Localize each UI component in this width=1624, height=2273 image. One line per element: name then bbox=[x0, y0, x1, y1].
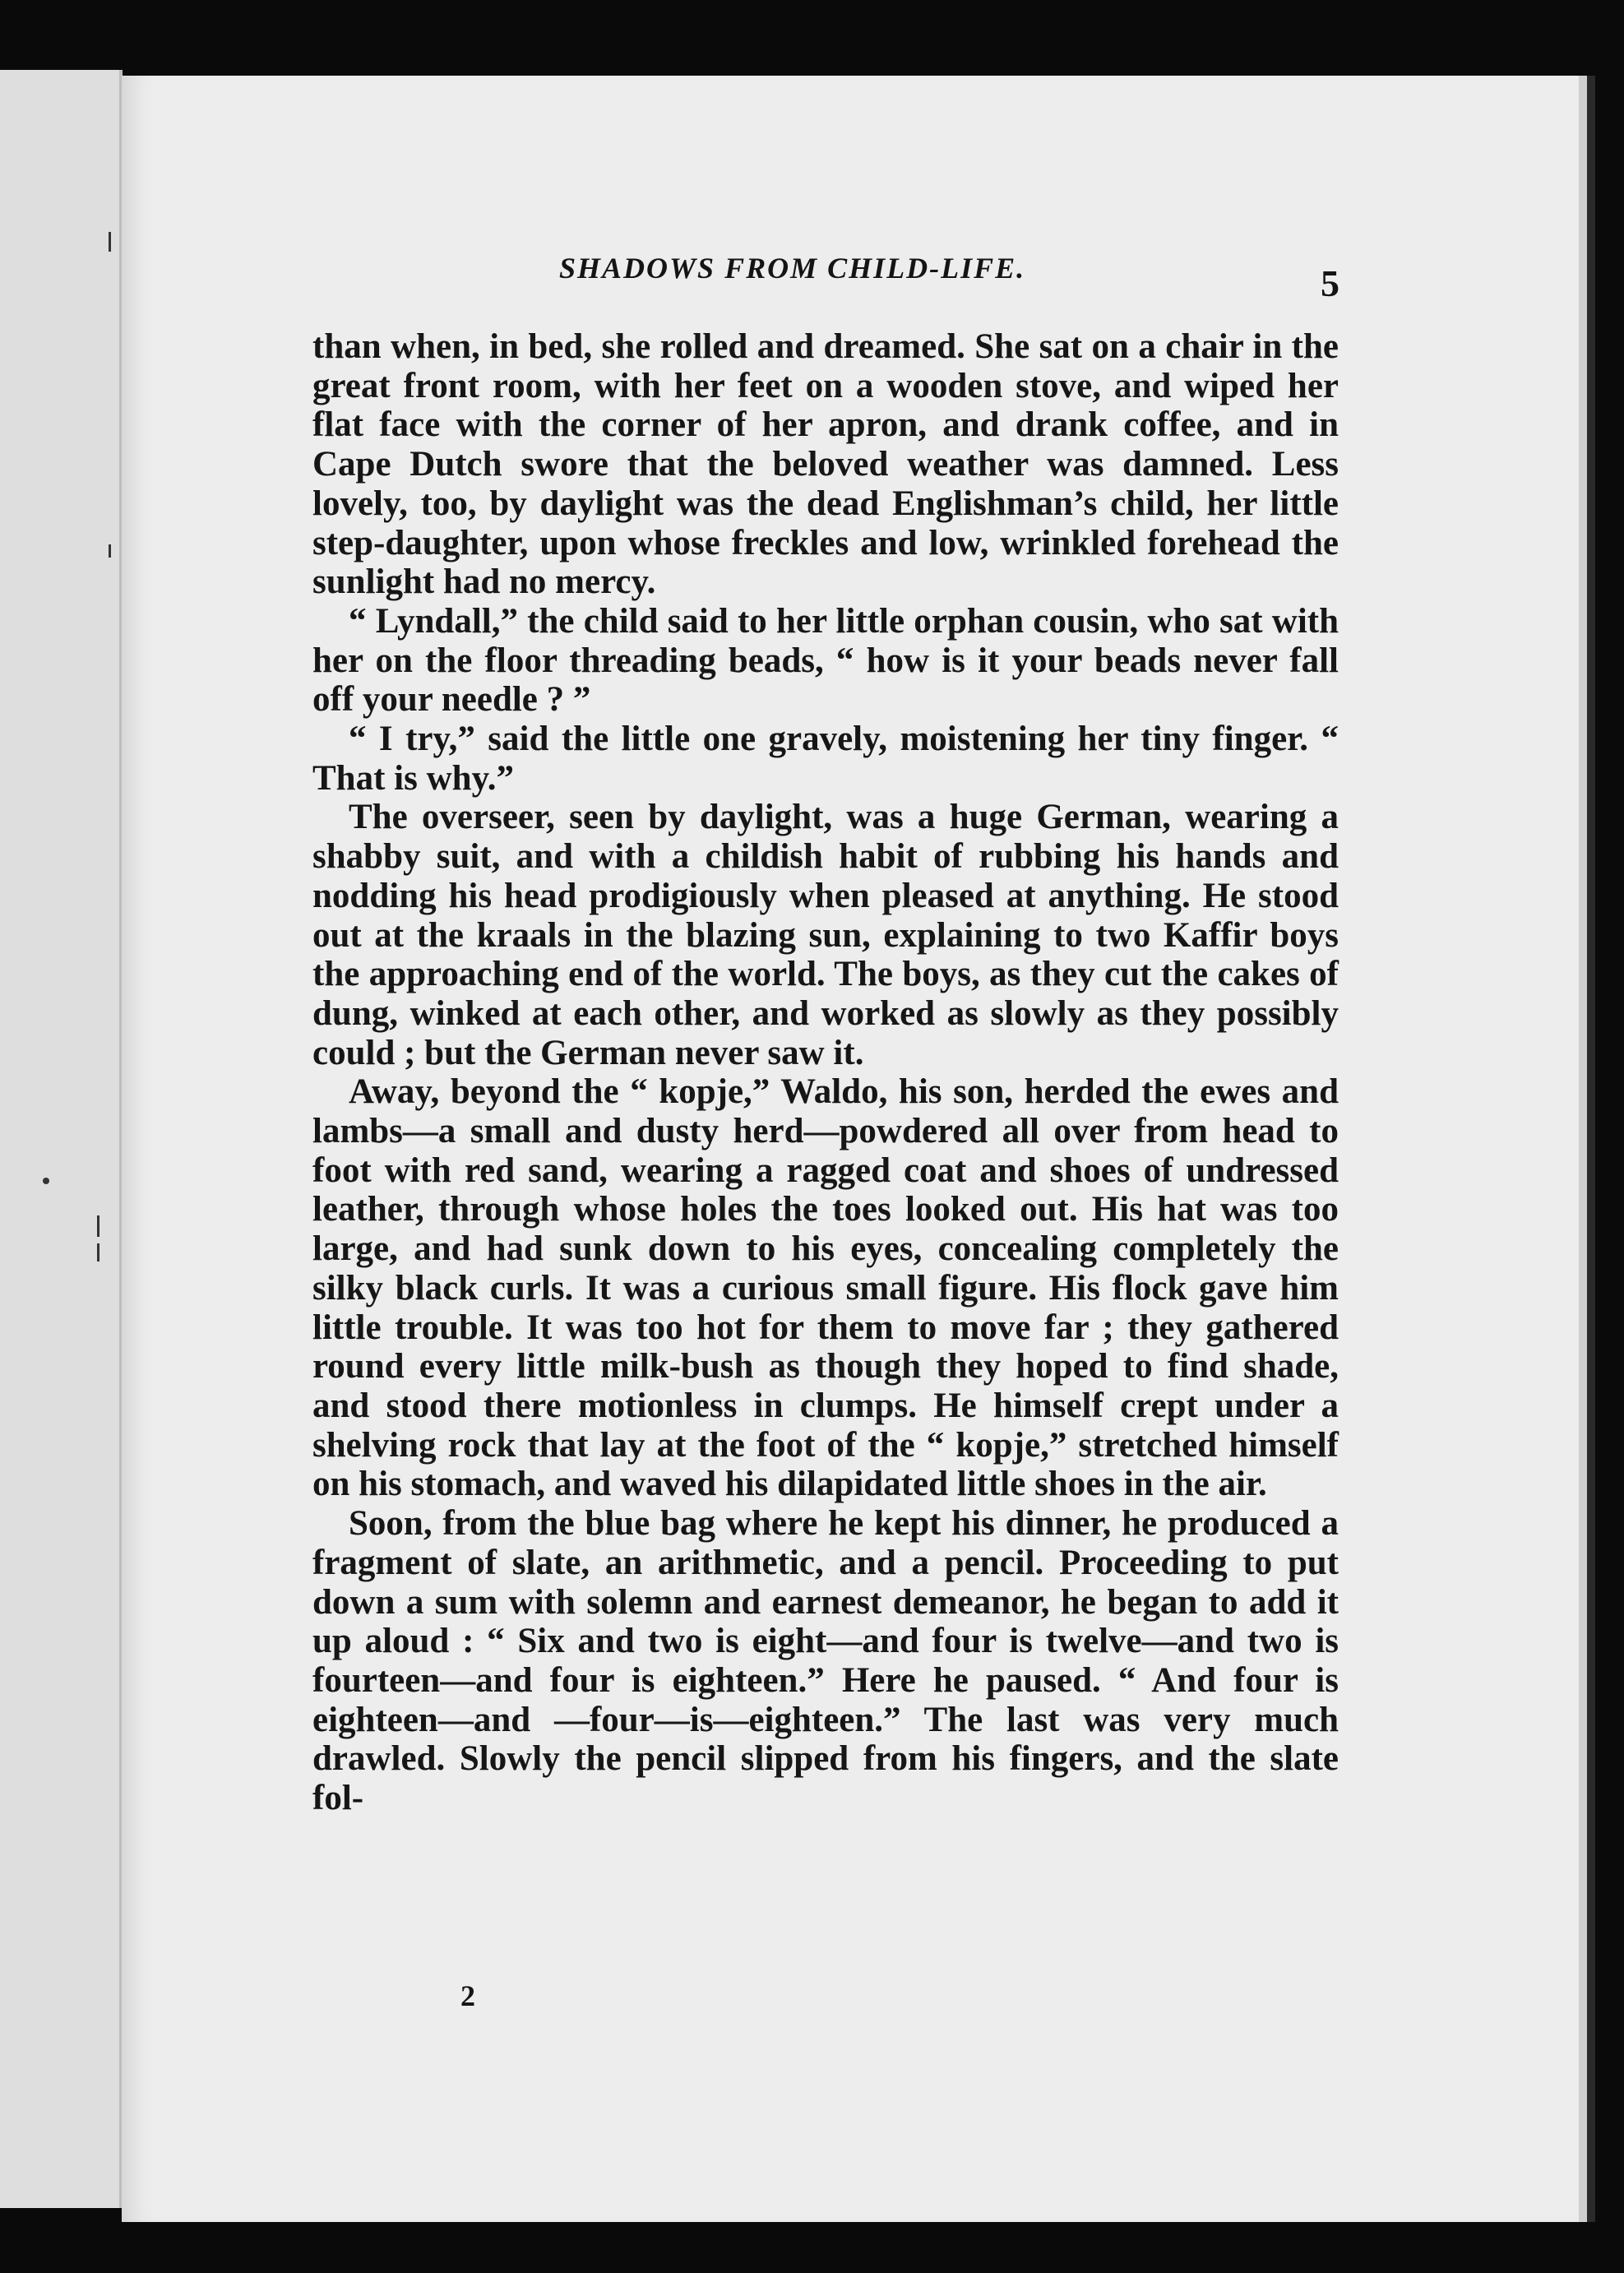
paragraph: “ Lyndall,” the child said to her little orphan cousin, who sat with her on the floor threading beads, “ how is it your beads never fall off your needle ? ” bbox=[312, 601, 1339, 720]
margin-tick bbox=[97, 1215, 99, 1237]
page-number: 5 bbox=[1321, 262, 1339, 304]
margin-tick bbox=[109, 232, 111, 252]
paragraph: “ I try,” said the little one gravely, moistening her tiny finger. “ That is why.” bbox=[312, 720, 1339, 798]
paragraph: The overseer, seen by daylight, was a huge German, wearing a shabby suit, and with a childish habit of rubbing his hands and nodding his head prodigiously when pleased at anything. He stood out at the kraals in the blazing sun, explaining to two Kaffir boys the approaching end of the world. The boys, as they cut the cakes of dung, winked at each other, and worked as slowly as they possibly could ; but the German never saw it. bbox=[312, 798, 1339, 1072]
body-text bbox=[312, 327, 1339, 1818]
running-head: SHADOWS FROM CHILD-LIFE. bbox=[559, 252, 1026, 285]
margin-tick bbox=[109, 544, 111, 558]
paragraph: than when, in bed, she rolled and dreamed. She sat on a chair in the great front room, with her feet on a wooden stove, and wiped her flat face with the corner of her apron, and drank coffee, and in Cape Dutch swore that the beloved weather was damned. Less lovely, too, by daylight was the dead Englishman’s child, her little step-daughter, upon whose freckles and low, wrinkled forehead the sunlight had no mercy. bbox=[312, 327, 1339, 602]
margin-tick bbox=[97, 1243, 99, 1261]
signature-mark: 2 bbox=[460, 1979, 475, 2012]
margin-dot bbox=[43, 1178, 49, 1184]
facing-page-edge bbox=[0, 70, 123, 2208]
paragraph: Soon, from the blue bag where he kept his dinner, he produced a fragment of slate, an arithmetic, and a pencil. Proceeding to put down a sum with solemn and earnest demeanor, he began to add it up aloud : “ Six and two is eight—and four is twelve—and two is fourteen—and four is eighteen.” Here he paused. “ And four is eighteen—and —four—is—eighteen.” The last was very much drawled. Slowly the pencil slipped from his fingers, and the slate fol- bbox=[312, 1504, 1339, 1818]
paragraph: Away, beyond the “ kopje,” Waldo, his son, herded the ewes and lambs—a small and dusty herd—powdered all over from head to foot with red sand, wearing a ragged coat and shoes of undressed leather, through whose holes the toes looked out. His hat was too large, and had sunk down to his eyes, concealing completely the silky black curls. It was a curious small figure. His flock gave him little trouble. It was too hot for them to move far ; they gathered round every little milk-bush as though they hoped to find shade, and stood there motionless in clumps. He himself crept under a shelving rock that lay at the foot of the “ kopje,” stretched himself on his stomach, and waved his dilapidated little shoes in the air. bbox=[312, 1072, 1339, 1504]
